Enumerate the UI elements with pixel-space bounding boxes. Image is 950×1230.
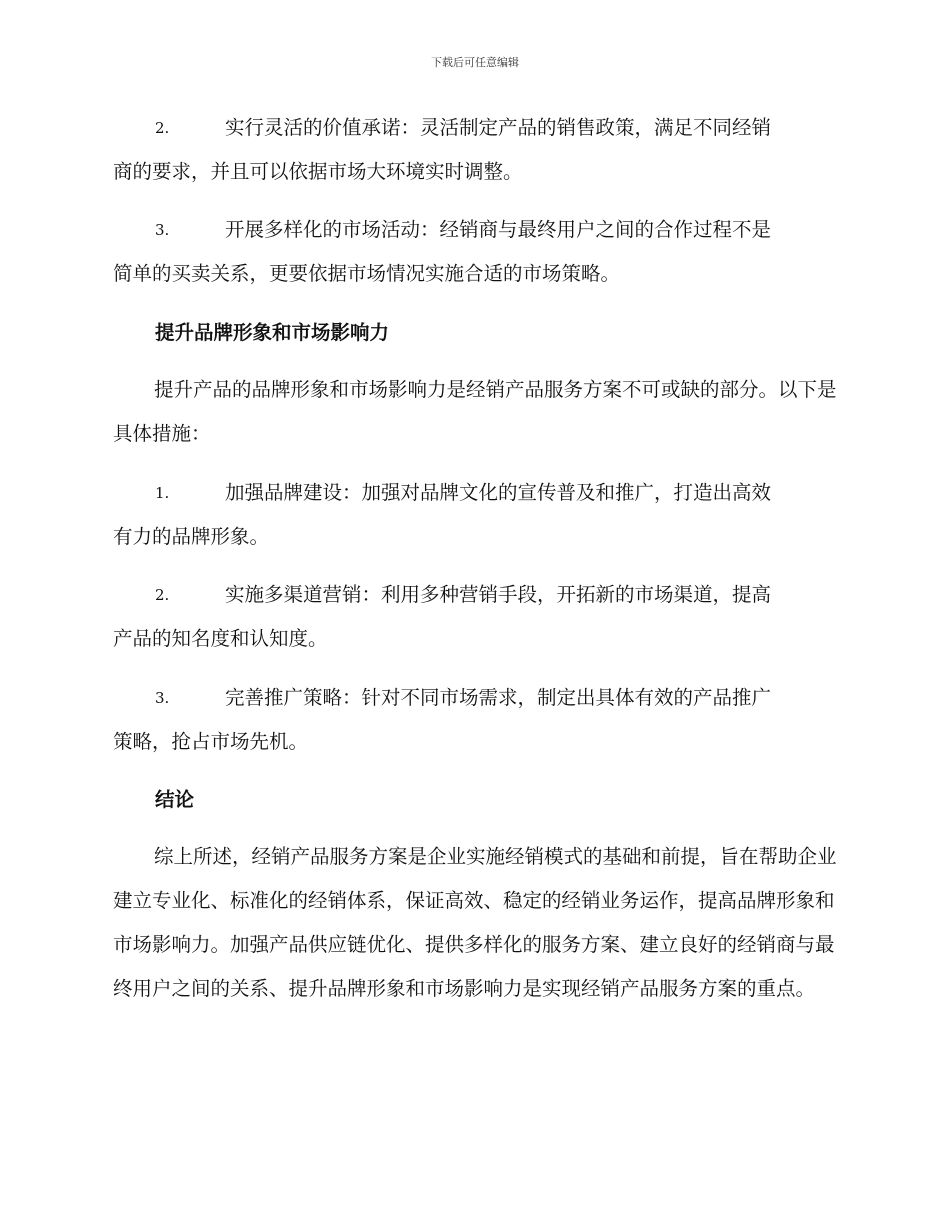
list-item-line2: 简单的买卖关系，更要依据市场情况实施合适的市场策略。 — [113, 262, 621, 285]
list-item — [113, 106, 843, 194]
conclusion-body: 综上所述，经销产品服务方案是企业实施经销模式的基础和前提，旨在帮助企业建立专业化、标准化的经销体系，保证高效、稳定的经销业务运作，提高品牌形象和市场影响力。加强产品供应链优化、提供多样化的服务方案、建立良好的经销商与最终用户之间的关系、提升品牌形象和市场影响力是实现经销产品服务方案的重点。 — [113, 845, 837, 1000]
section-brand-intro: 提升产品的品牌形象和市场影响力是经销产品服务方案不可或缺的部分。以下是具体措施： — [113, 378, 837, 445]
list-item — [113, 471, 843, 559]
list-number: 2. — [155, 119, 170, 137]
list-item-line2: 产品的知名度和认知度。 — [113, 627, 328, 650]
list-item-line2: 有力的品牌形象。 — [113, 525, 270, 548]
list-item-line1: 完善推广策略：针对不同市场需求，制定出具体有效的产品推广 — [225, 686, 772, 709]
section-heading-conclusion: 结论 — [155, 788, 195, 811]
section-heading-brand: 提升品牌形象和市场影响力 — [155, 321, 390, 344]
list-item — [113, 208, 843, 296]
list-item — [113, 573, 843, 661]
list-number: 1. — [155, 484, 170, 502]
list-number: 3. — [155, 689, 170, 707]
list-item-line1: 实施多渠道营销：利用多种营销手段，开拓新的市场渠道，提高 — [225, 583, 772, 606]
page-header-note: 下载后可任意编辑 — [431, 56, 519, 69]
list-item-line2: 策略，抢占市场先机。 — [113, 730, 309, 753]
list-item-line1: 加强品牌建设：加强对品牌文化的宣传普及和推广，打造出高效 — [225, 481, 772, 504]
list-item-line1: 开展多样化的市场活动：经销商与最终用户之间的合作过程不是 — [225, 218, 772, 241]
list-number: 3. — [155, 221, 170, 239]
list-number: 2. — [155, 586, 170, 604]
list-item-line2: 商的要求，并且可以依据市场大环境实时调整。 — [113, 160, 523, 183]
list-item — [113, 676, 843, 764]
list-item-line1: 实行灵活的价值承诺：灵活制定产品的销售政策，满足不同经销 — [225, 116, 772, 139]
